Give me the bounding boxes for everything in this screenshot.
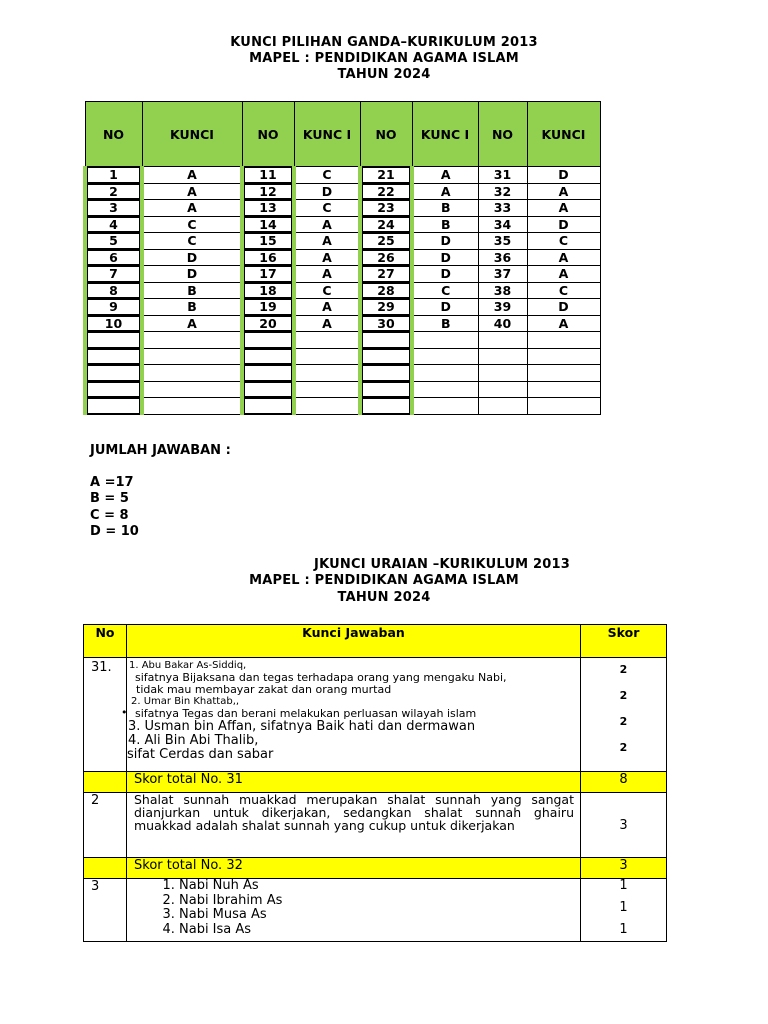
key-cell [527,332,600,349]
q31-line: 2. Umar Bin Khattab,, [131,696,240,707]
key-cell: A [527,200,600,217]
number-cell: 15 [242,233,294,250]
essay-q31-no: 31. [84,658,127,772]
bullet-icon: • [121,706,128,719]
key-cell: A [527,249,600,266]
key-cell: D [412,266,478,283]
key-cell [142,398,242,415]
key-cell: D [412,249,478,266]
key-cell [527,381,600,398]
nabi-list [127,879,580,937]
essay-q31-total-label: Skor total No. 31 [127,772,581,793]
number-cell [478,365,527,382]
key-cell: A [412,183,478,200]
key-cell: A [294,315,360,332]
number-cell: 27 [360,266,412,283]
number-cell: 21 [360,167,412,184]
key-cell [294,381,360,398]
key-cell [294,348,360,365]
key-cell: A [527,315,600,332]
number-cell [242,332,294,349]
list-item: 3. Nabi Musa As [179,908,580,923]
number-cell: 19 [242,299,294,316]
key-cell: A [142,315,242,332]
q31-line: sifat Cerdas dan sabar [127,747,274,762]
number-cell: 20 [242,315,294,332]
table-row [85,233,600,250]
table-row [85,332,600,349]
key-cell: B [142,282,242,299]
key-cell [294,332,360,349]
key-cell: A [142,167,242,184]
essay-q32-answer: Shalat sunnah muakkad merupakan shalat sunnah yang sangat dianjurkan untuk dikerjakan, sedangkan shalat sunnah ghairu muakkad adalah shalat sunnah yang cukup untuk dikerjakan [127,793,581,858]
essay-title-line2: MAPEL : PENDIDIKAN AGAMA ISLAM [249,573,519,588]
list-item: 2. Nabi Ibrahim As [179,894,580,909]
q31-score: 2 [619,741,628,754]
table-row [85,398,600,415]
number-cell [360,365,412,382]
key-cell [142,381,242,398]
key-cell [142,365,242,382]
essay-q33-answer [127,879,581,942]
q31-line: 1. Abu Bakar As-Siddiq, [129,660,247,671]
empty-cell [84,772,127,793]
number-cell: 36 [478,249,527,266]
key-cell: A [527,266,600,283]
key-cell: A [294,216,360,233]
key-cell [294,398,360,415]
summary-count-c: C = 8 [90,508,129,523]
mcq-header-no: NO [478,102,527,167]
number-cell: 26 [360,249,412,266]
essay-q31-answer [121,658,581,772]
essay-row-33 [84,879,667,942]
number-cell [360,348,412,365]
number-cell: 40 [478,315,527,332]
number-cell [85,398,142,415]
essay-q32-score: 3 [581,793,667,858]
number-cell: 6 [85,249,142,266]
number-cell: 32 [478,183,527,200]
table-row [85,348,600,365]
q31-score: 2 [619,715,628,728]
essay-q31-total: 8 [581,772,667,793]
q31-line: 3. Usman bin Affan, sifatnya Baik hati dan dermawan [128,719,476,734]
essay-row-31 [84,658,667,772]
essay-header-no: No [84,625,127,658]
summary-count-a: A =17 [90,475,134,490]
number-cell: 4 [85,216,142,233]
table-row [85,167,600,184]
key-cell: A [294,233,360,250]
key-cell: A [412,167,478,184]
number-cell: 2 [85,183,142,200]
number-cell [478,398,527,415]
table-row [85,381,600,398]
q31-line: sifatnya Bijaksana dan tegas terhadapa orang yang mengaku Nabi, [135,671,507,684]
number-cell: 3 [85,200,142,217]
key-cell: D [527,216,600,233]
mcq-header-kunci: KUNC I [412,102,478,167]
table-row [85,365,600,382]
key-cell: B [412,315,478,332]
mcq-header-no: NO [242,102,294,167]
list-item: 1. Nabi Nuh As [179,879,580,894]
table-row [85,315,600,332]
list-item: 4. Nabi Isa As [179,923,580,938]
number-cell: 37 [478,266,527,283]
number-cell: 12 [242,183,294,200]
essay-q33-no: 3 [84,879,127,942]
key-cell: C [294,200,360,217]
key-cell [527,365,600,382]
key-cell [412,348,478,365]
number-cell [242,398,294,415]
summary-count-d: D = 10 [90,524,139,539]
number-cell: 31 [478,167,527,184]
number-cell [242,365,294,382]
key-cell: A [142,200,242,217]
key-cell [142,332,242,349]
key-cell [527,398,600,415]
key-cell: B [412,200,478,217]
number-cell: 1 [85,167,142,184]
number-cell: 14 [242,216,294,233]
q33-score: 1 [619,922,628,937]
summary-title: JUMLAH JAWABAN : [90,443,231,458]
key-cell: A [527,183,600,200]
table-row [85,299,600,316]
essay-header-skor: Skor [581,625,667,658]
key-cell [294,365,360,382]
key-cell: B [142,299,242,316]
number-cell [242,348,294,365]
key-cell: C [527,233,600,250]
number-cell: 25 [360,233,412,250]
key-cell: A [294,249,360,266]
key-cell: B [412,216,478,233]
q31-line: tidak mau membayar zakat dan orang murtad [136,683,392,696]
key-cell: C [294,167,360,184]
number-cell: 28 [360,282,412,299]
empty-cell [84,858,127,879]
essay-header-row [84,625,667,658]
number-cell [85,348,142,365]
key-cell: C [142,216,242,233]
key-cell [527,348,600,365]
mcq-header-row [85,102,600,167]
key-cell: A [294,299,360,316]
mcq-header-no: NO [85,102,142,167]
number-cell [478,348,527,365]
number-cell: 8 [85,282,142,299]
key-cell [412,332,478,349]
key-cell: D [412,299,478,316]
essay-row-32 [84,793,667,858]
mcq-header-no: NO [360,102,412,167]
number-cell: 33 [478,200,527,217]
number-cell: 30 [360,315,412,332]
essay-header-kunci: Kunci Jawaban [127,625,581,658]
number-cell [242,381,294,398]
number-cell: 18 [242,282,294,299]
essay-q32-no: 2 [84,793,127,858]
number-cell: 7 [85,266,142,283]
number-cell: 10 [85,315,142,332]
q33-score: 1 [619,900,628,915]
number-cell: 17 [242,266,294,283]
key-cell: C [412,282,478,299]
table-row [85,249,600,266]
number-cell: 35 [478,233,527,250]
essay-q31-scores [581,658,667,772]
essay-q32-total-label: Skor total No. 32 [127,858,581,879]
number-cell: 16 [242,249,294,266]
q31-line-text: sifatnya Tegas dan berani melakukan perluasan wilayah islam [135,707,477,720]
table-row [85,216,600,233]
table-row [85,266,600,283]
q31-score: 2 [619,689,628,702]
key-cell: C [142,233,242,250]
mcq-title-line2: MAPEL : PENDIDIKAN AGAMA ISLAM [249,51,519,66]
key-cell: D [527,167,600,184]
number-cell: 24 [360,216,412,233]
q31-line: 4. Ali Bin Abi Thalib, [128,733,259,748]
table-row [85,200,600,217]
key-cell: A [142,183,242,200]
number-cell: 38 [478,282,527,299]
number-cell: 23 [360,200,412,217]
essay-total-row-31 [84,772,667,793]
key-cell: D [294,183,360,200]
mcq-title-line1: KUNCI PILIHAN GANDA–KURIKULUM 2013 [230,35,538,50]
number-cell: 22 [360,183,412,200]
essay-answer-key-table [83,624,667,942]
q33-score: 1 [619,878,628,893]
number-cell: 34 [478,216,527,233]
number-cell [360,381,412,398]
number-cell: 29 [360,299,412,316]
number-cell [85,365,142,382]
number-cell: 5 [85,233,142,250]
number-cell [478,381,527,398]
number-cell [360,398,412,415]
table-row [85,183,600,200]
mcq-header-kunci: KUNCI [142,102,242,167]
essay-q32-total: 3 [581,858,667,879]
table-row [85,282,600,299]
essay-total-row-32 [84,858,667,879]
number-cell [85,332,142,349]
essay-title-line3: TAHUN 2024 [337,590,431,605]
number-cell [85,381,142,398]
key-cell: D [142,266,242,283]
number-cell: 9 [85,299,142,316]
mcq-header-kunci: KUNC I [294,102,360,167]
number-cell: 13 [242,200,294,217]
key-cell [412,381,478,398]
mcq-answer-key-table [83,101,601,415]
number-cell [478,332,527,349]
q31-score: 2 [619,663,628,676]
key-cell: C [294,282,360,299]
key-cell: D [412,233,478,250]
key-cell: A [294,266,360,283]
essay-q33-scores [581,879,667,942]
mcq-title-line3: TAHUN 2024 [337,67,431,82]
key-cell [142,348,242,365]
key-cell: D [142,249,242,266]
key-cell: C [527,282,600,299]
number-cell: 11 [242,167,294,184]
essay-title-line1: JKUNCI URAIAN –KURIKULUM 2013 [314,557,570,572]
summary-count-b: B = 5 [90,491,129,506]
number-cell [360,332,412,349]
mcq-header-kunci: KUNCI [527,102,600,167]
key-cell [412,365,478,382]
number-cell: 39 [478,299,527,316]
key-cell: D [527,299,600,316]
key-cell [412,398,478,415]
q31-line [121,706,580,720]
